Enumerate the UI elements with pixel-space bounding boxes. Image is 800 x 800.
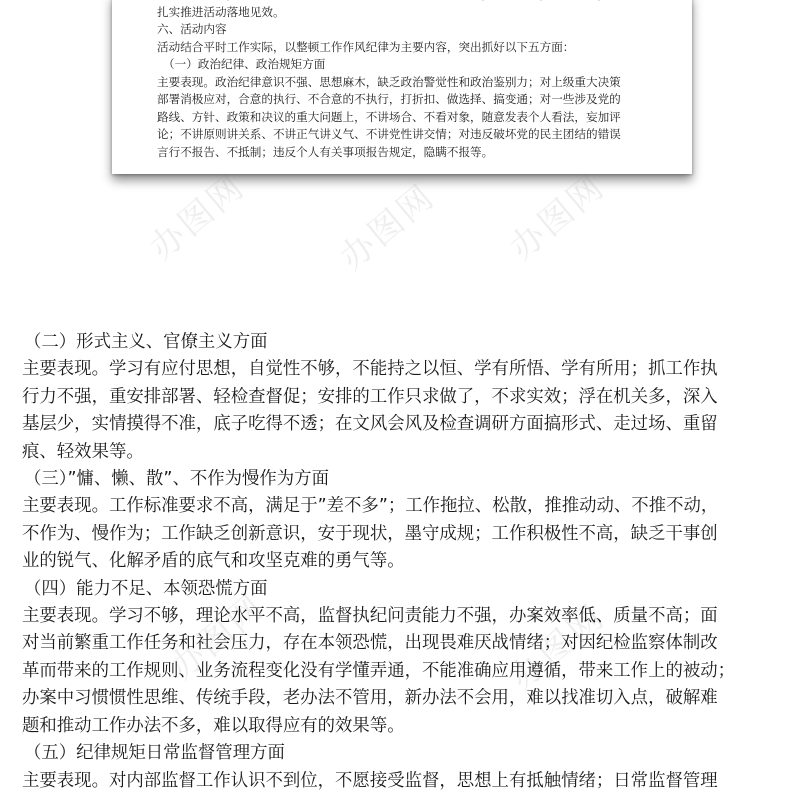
watermark: 办图网 — [142, 166, 254, 269]
preview-line: 言行不报告、不抵制；违反个人有关事项报告规定，隐瞒不报等。 — [157, 144, 494, 159]
body-line: 办案中习惯惯性思维、传统手段，老办法不管用，新办法不会用，难以找准切入点，破解难 — [22, 688, 718, 709]
section-heading: （五）纪律规矩日常监督管理方面 — [24, 743, 285, 764]
body-line: 业的锐气、化解矛盾的底气和攻坚克难的勇气等。 — [22, 551, 405, 572]
body-line: 主要表现。工作标准要求不高，满足于”差不多”；工作拖拉、松散，推推动动、不推不动， — [22, 496, 719, 517]
body-line: 题和推动工作办法不多，难以取得应有的效果等。 — [22, 715, 405, 736]
document-preview-card — [112, 0, 692, 174]
watermark: 办图网 — [502, 166, 614, 269]
preview-line: 部署消极应对，合意的执行、不合意的不执行，打折扣、做选择、搞变通；对一些涉及党的 — [157, 92, 621, 106]
section-heading: （四）能力不足、本领恐慌方面 — [24, 578, 268, 599]
body-line: 主要表现。对内部监督工作认识不到位，不愿接受监督，思想上有抵触情绪；日常监督管理 — [22, 770, 718, 791]
preview-heading: 六、活动内容 — [157, 22, 227, 36]
preview-line: 扎实推进活动落地见效。 — [157, 4, 285, 19]
preview-subheading: （一）政治纪律、政治规矩方面 — [163, 57, 326, 71]
preview-line: 路线、方针、政策和决议的重大问题上，不讲场合、不看对象，随意发表个人看法，妄加评 — [157, 109, 621, 124]
watermark: 办图网 — [502, 596, 614, 699]
preview-line: 主要表现。政治纪律意识不强、思想麻木，缺乏政治警觉性和政治鉴别力；对上级重大决策 — [157, 74, 621, 89]
watermark: 办图网 — [162, 586, 274, 689]
body-line: 对当前繁重工作任务和社会压力，存在本领恐慌，出现畏难厌战情绪；对因纪检监察体制改 — [22, 633, 718, 654]
preview-line: 论；不讲原则讲关系、不讲正气讲义气、不讲党性讲交情；对违反破坏党的民主团结的错误 — [157, 127, 621, 141]
preview-text-block — [157, 0, 657, 161]
body-line: 主要表现。学习有应付思想，自觉性不够，不能持之以恒、学有所悟、学有所用；抓工作执 — [22, 359, 718, 380]
section-heading: （二）形式主义、官僚主义方面 — [24, 332, 268, 352]
section-heading: （三）”慵、懒、散”、不作为慢作为方面 — [24, 469, 329, 490]
body-line: 不作为、慢作为；工作缺乏创新意识，安于现状，墨守成规；工作积极性不高，缺乏干事创 — [22, 523, 718, 544]
body-line: 痕、轻效果等。 — [22, 441, 144, 462]
preview-line — [157, 0, 657, 4]
document-body — [22, 329, 782, 795]
watermark: 办图网 — [332, 176, 444, 279]
body-line: 主要表现。学习不够，理论水平不高，监督执纪问责能力不强，办案效率低、质量不高；面 — [22, 606, 718, 627]
body-line: 基层少，实情摸得不准，底子吃得不透；在文风会风及检查调研方面搞形式、走过场、重留 — [22, 414, 718, 435]
preview-line: 活动结合平时工作实际，以整顿工作作风纪律为主要内容，突出抓好以下五方面： — [157, 39, 575, 54]
body-line: 革而带来的工作规则、业务流程变化没有学懂弄通，不能准确应用遵循，带来工作上的被动； — [22, 660, 736, 681]
body-line: 行力不强，重安排部署、轻检查督促；安排的工作只求做了，不求实效；浮在机关多，深入 — [22, 386, 718, 407]
